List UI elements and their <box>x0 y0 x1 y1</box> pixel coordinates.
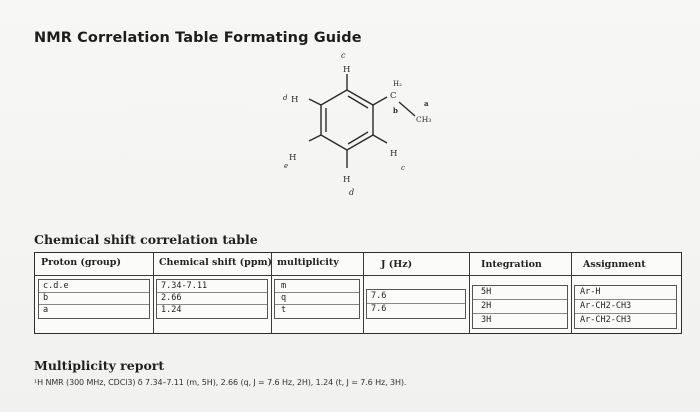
col-divider <box>363 253 364 333</box>
cell-proton-row3: a <box>43 305 49 315</box>
cell-proton-row1: c.d.e <box>43 281 69 291</box>
page-title: NMR Correlation Table Formating Guide <box>34 30 362 46</box>
label-h-left: H <box>291 95 299 105</box>
cell-shift-row1: 7.34-7.11 <box>161 281 208 291</box>
cell-integration-row2: 2H <box>481 301 492 311</box>
cell-assignment-row3: Ar-CH2-CH3 <box>580 315 632 325</box>
label-h-lower-right: H <box>390 149 398 159</box>
col-divider <box>153 253 154 333</box>
shift-correlation-table <box>34 252 682 334</box>
multiplicity-report-text: ¹H NMR (300 MHz, CDCl3) δ 7.34–7.11 (m, 5H), 2.66 (q, J = 7.6 Hz, 2H), 1.24 (t, J = 7.6 Hz, 3H). <box>34 378 407 387</box>
label-h2: H₂ <box>393 80 402 88</box>
label-h-top: H <box>343 65 351 75</box>
table-title: Chemical shift correlation table <box>34 232 258 247</box>
row-divider <box>275 292 359 293</box>
row-divider <box>39 304 149 305</box>
cell-assignment-row2: Ar-CH2-CH3 <box>580 301 632 311</box>
header-shift: Chemical shift (ppm) <box>159 257 273 268</box>
row-divider <box>473 299 567 300</box>
header-j: J (Hz) <box>381 259 413 270</box>
cell-integration-row3: 3H <box>481 315 492 325</box>
header-multiplicity: multiplicity <box>277 257 339 268</box>
cell-j-row2: 7.6 <box>371 291 387 301</box>
label-h-lower-left: H <box>289 153 297 163</box>
header-assignment: Assignment <box>583 259 646 270</box>
cell-multiplicity-row3: t <box>281 305 287 315</box>
cell-shift-row2: 2.66 <box>161 293 182 303</box>
multiplicity-report-title: Multiplicity report <box>34 358 165 373</box>
label-e: e <box>284 162 289 170</box>
label-a: a <box>424 99 429 108</box>
cell-proton-row2: b <box>43 293 49 303</box>
col-divider <box>469 253 470 333</box>
label-b: b <box>393 106 398 115</box>
header-integration: Integration <box>481 259 542 270</box>
row-divider <box>575 313 676 314</box>
header-divider <box>35 275 681 276</box>
cell-multiplicity-row1: m <box>281 281 287 291</box>
label-d-bottom: d <box>349 188 355 197</box>
ethylbenzene-structure <box>275 52 465 217</box>
cell-multiplicity-row2: q <box>281 293 287 303</box>
row-divider <box>275 304 359 305</box>
row-divider <box>575 299 676 300</box>
row-divider <box>39 292 149 293</box>
label-d-left: d <box>283 94 288 102</box>
multiplicity-cell-group <box>274 279 360 319</box>
cell-shift-row3: 1.24 <box>161 305 182 315</box>
col-divider <box>571 253 572 333</box>
header-proton: Proton (group) <box>41 257 121 268</box>
label-ch3: CH₃ <box>416 115 432 124</box>
label-h-bottom: H <box>343 175 351 185</box>
label-c-top: c <box>341 52 346 60</box>
cell-integration-row1: 5H <box>481 287 492 297</box>
cell-assignment-row1: Ar-H <box>580 287 601 297</box>
row-divider <box>473 313 567 314</box>
label-c-lower-right: c <box>401 164 405 172</box>
cell-j-row3: 7.6 <box>371 304 387 314</box>
label-c: C <box>390 91 397 101</box>
